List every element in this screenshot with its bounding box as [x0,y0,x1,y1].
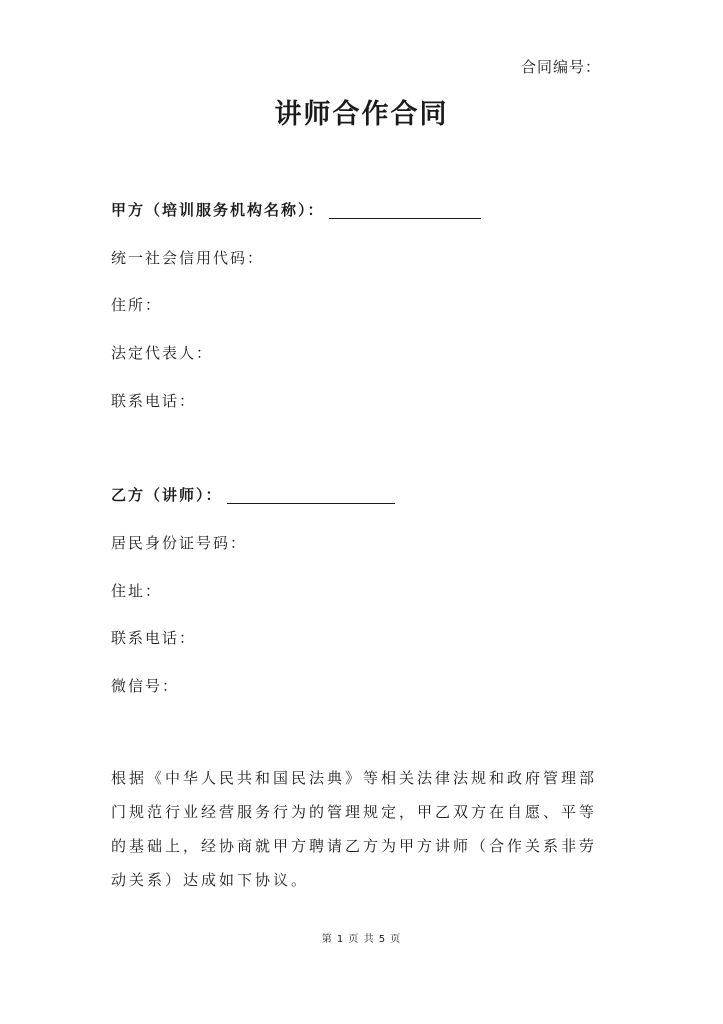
page-number-footer: 第 1 页 共 5 页 [321,934,402,945]
party-a-phone-label: 联系电话： [111,392,197,410]
party-b-address-label: 住址： [111,582,163,600]
preamble-paragraph: 根据《中华人民共和国民法典》等相关法律法规和政府管理部门规范行业经营服务行为的管理规定，甲乙双方在自愿、平等的基础上，经协商就甲方聘请乙方为甲方讲师（合作关系非劳动关系）达成如下协议。 [111,769,598,889]
party-b-phone-label: 联系电话： [111,629,197,647]
party-b-heading-line [111,484,395,505]
party-a-credit-code-label: 统一社会信用代码： [111,249,265,267]
party-b-heading: 乙方（讲师）： [111,486,223,504]
contract-number-label: 合同编号： [520,58,601,76]
party-b-id-label: 居民身份证号码： [111,534,248,552]
party-a-address-label: 住所： [111,296,163,314]
party-b-wechat-label: 微信号： [111,677,180,695]
party-a-name-blank [329,202,481,219]
party-b-name-blank [227,487,395,504]
party-a-legal-rep-label: 法定代表人： [111,344,214,362]
party-a-heading: 甲方（培训服务机构名称）： [111,201,325,219]
document-title: 讲师合作合同 [274,99,449,130]
party-a-heading-line [111,199,481,220]
